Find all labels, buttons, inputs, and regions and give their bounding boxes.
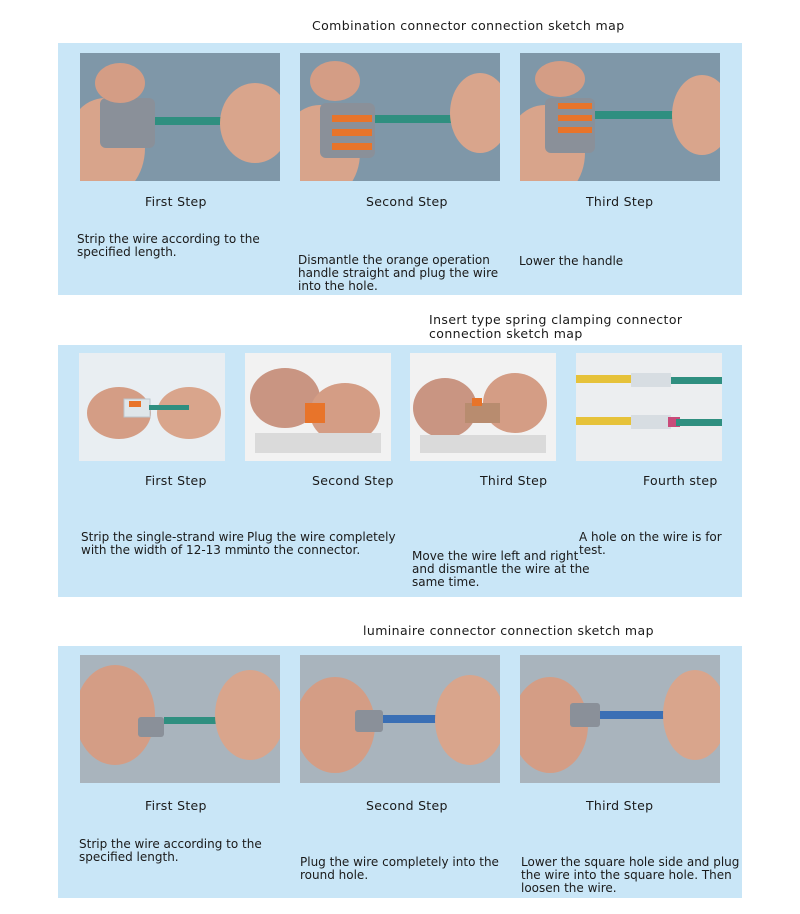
s3-step2-photo	[300, 655, 500, 783]
section1-title: Combination connector connection sketch map	[312, 18, 625, 33]
section2-panel	[58, 345, 742, 597]
s3-step2-label: Second Step	[366, 798, 448, 813]
s2-step4-desc: A hole on the wire is for test.	[579, 530, 722, 557]
section1-panel	[58, 43, 742, 295]
s2-step2-photo	[245, 353, 391, 461]
section3-title: luminaire connector connection sketch map	[363, 623, 654, 638]
s3-step3-desc: Lower the square hole side and plug the wire into the square hole. Then loosen the wire.	[521, 855, 740, 895]
s1-step2-desc: Dismantle the orange operation handle straight and plug the wire into the hole.	[298, 253, 499, 293]
s2-step2-desc: Plug the wire completely into the connector.	[247, 530, 396, 557]
s2-step1-desc: Strip the single-strand wire with the width of 12-13 mm.	[81, 530, 252, 557]
s1-step2-photo	[300, 53, 500, 181]
s3-step1-photo	[80, 655, 280, 783]
s2-step2-label: Second Step	[312, 473, 394, 488]
s2-step4-label: Fourth step	[643, 473, 718, 488]
s3-step2-desc: Plug the wire completely into the round hole.	[300, 855, 499, 882]
section3-panel	[58, 646, 742, 898]
s2-step1-photo	[79, 353, 225, 461]
s1-step3-photo	[520, 53, 720, 181]
s1-step1-desc: Strip the wire according to the specified length.	[77, 232, 260, 259]
s1-step3-label: Third Step	[586, 194, 654, 209]
s1-step1-photo	[80, 53, 280, 181]
s3-step1-label: First Step	[145, 798, 207, 813]
s2-step3-photo	[410, 353, 556, 461]
s3-step1-desc: Strip the wire according to the specified length.	[79, 837, 262, 864]
s1-step3-desc: Lower the handle	[519, 254, 624, 268]
s1-step2-label: Second Step	[366, 194, 448, 209]
s2-step3-label: Third Step	[480, 473, 548, 488]
s3-step3-photo	[520, 655, 720, 783]
section2-title: Insert type spring clamping connector connection sketch map	[429, 312, 683, 341]
s1-step1-label: First Step	[145, 194, 207, 209]
s2-step3-desc: Move the wire left and right and dismantle the wire at the same time.	[412, 549, 590, 589]
s2-step1-label: First Step	[145, 473, 207, 488]
s2-step4-photo	[576, 353, 722, 461]
s3-step3-label: Third Step	[586, 798, 654, 813]
